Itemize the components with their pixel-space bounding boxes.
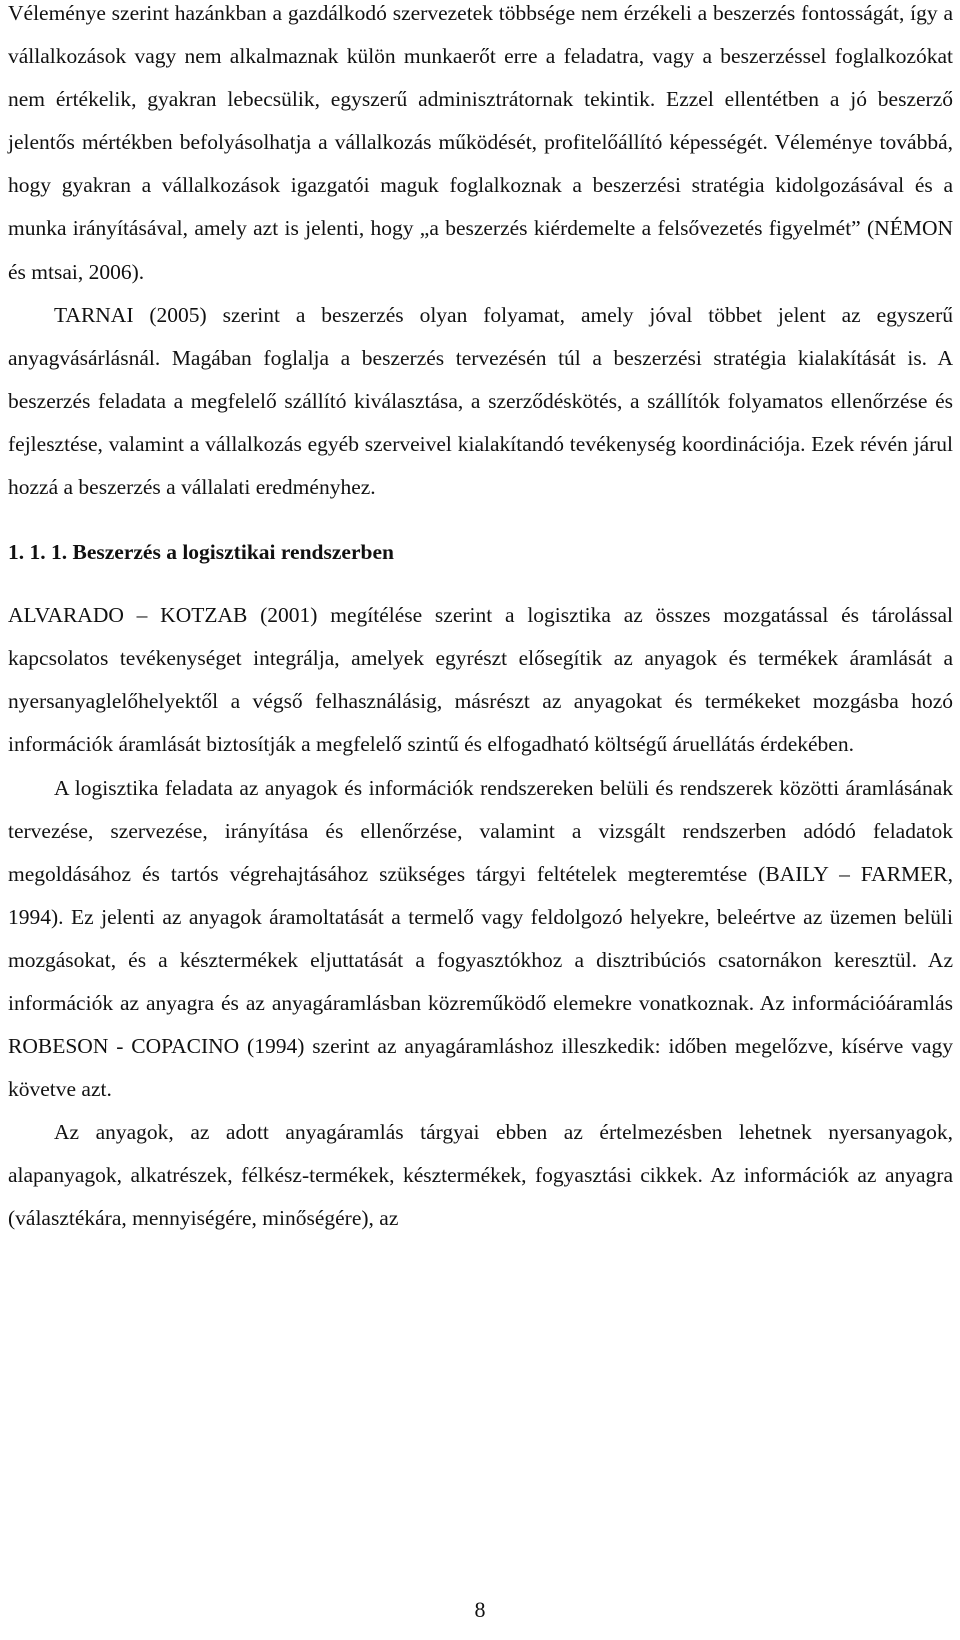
page-body (8, 0, 953, 1241)
paragraph-tarnai-definition: TARNAI (2005) szerint a beszerzés olyan folyamat, amely jóval többet jelent az egyszerű anyagvásárlásnál. Magában foglalja a beszerzés tervezésén túl a beszerzési stratégia kialakítását is. A beszerzés feladata a megfelelő szállító kiválasztása, a szerződéskötés, a szállítók folyamatos ellenőrzése és fejlesztése, valamint a vállalkozás egyéb szerveivel kialakítandó tevékenység koordinációja. Ezek révén járul hozzá a beszerzés a vállalati eredményhez. (8, 302, 953, 500)
paragraph-purchasing-importance: Véleménye szerint hazánkban a gazdálkodó szervezetek többsége nem érzékeli a beszerzés fontosságát, így a vállalkozások vagy nem alkalmaznak külön munkaerőt erre a feladatra, vagy a beszerzéssel foglalkozókat nem értékelik, gyakran lebecsülik, egyszerű adminisztrátornak tekintik. Ezzel ellentétben a jó beszerző jelentős mértékben befolyásolhatja a vállalkozás működését, profitelőállító képességét. Véleménye továbbá, hogy gyakran a vállalkozások igazgatói maguk foglalkoznak a beszerzési stratégia kidolgozásával és a munka irányításával, amely azt is jelenti, hogy „a beszerzés kiérdemelte a felsővezetés figyelmét” (NÉMON és mtsai, 2006). (8, 1, 953, 284)
page-number: 8 (474, 1597, 486, 1622)
paragraph-materials-definition: Az anyagok, az adott anyagáramlás tárgyai ebben az értelmezésben lehetnek nyersanyagok, alapanyagok, alkatrészek, félkész-termékek, késztermékek, fogyasztási cikkek. Az információk az anyagra (választékára, mennyiségére, minőségére), az (8, 1120, 953, 1231)
paragraph-logistics-task: A logisztika feladata az anyagok és információk rendszereken belüli és rendszerek közötti áramlásának tervezése, szervezése, irányítása és ellenőrzése, valamint a vizsgált rendszerben adódó feladatok megoldásához és tartós végrehajtásához szükséges tárgyi feltételek megteremtése (BAILY – FARMER, 1994). Ez jelenti az anyagok áramoltatását a termelő vagy feldolgozó helyekre, beleértve az üzemen belüli mozgásokat, és a késztermékek eljuttatását a fogyasztókhoz a disztribúciós csatornákon keresztül. Az információk az anyagra és az anyagáramlásban közreműködő elemekre vonatkoznak. Az információáramlás ROBESON - COPACINO (1994) szerint az anyagáramláshoz illeszkedik: időben megelőzve, kísérve vagy követve azt. (8, 775, 953, 1102)
section-heading: 1. 1. 1. Beszerzés a logisztikai rendszerben (8, 540, 394, 565)
paragraph-logistics-integration: ALVARADO – KOTZAB (2001) megítélése szerint a logisztika az összes mozgatással és tárolással kapcsolatos tevékenységet integrálja, amelyek egyrészt elősegítik az anyagok és termékek áramlását a nyersanyaglelőhelyektől a végső felhasználásig, másrészt az anyagokat és termékeket mozgásba hozó információk áramlását biztosítják a megfelelő szintű és elfogadható költségű áruellátás érdekében. (8, 603, 953, 757)
